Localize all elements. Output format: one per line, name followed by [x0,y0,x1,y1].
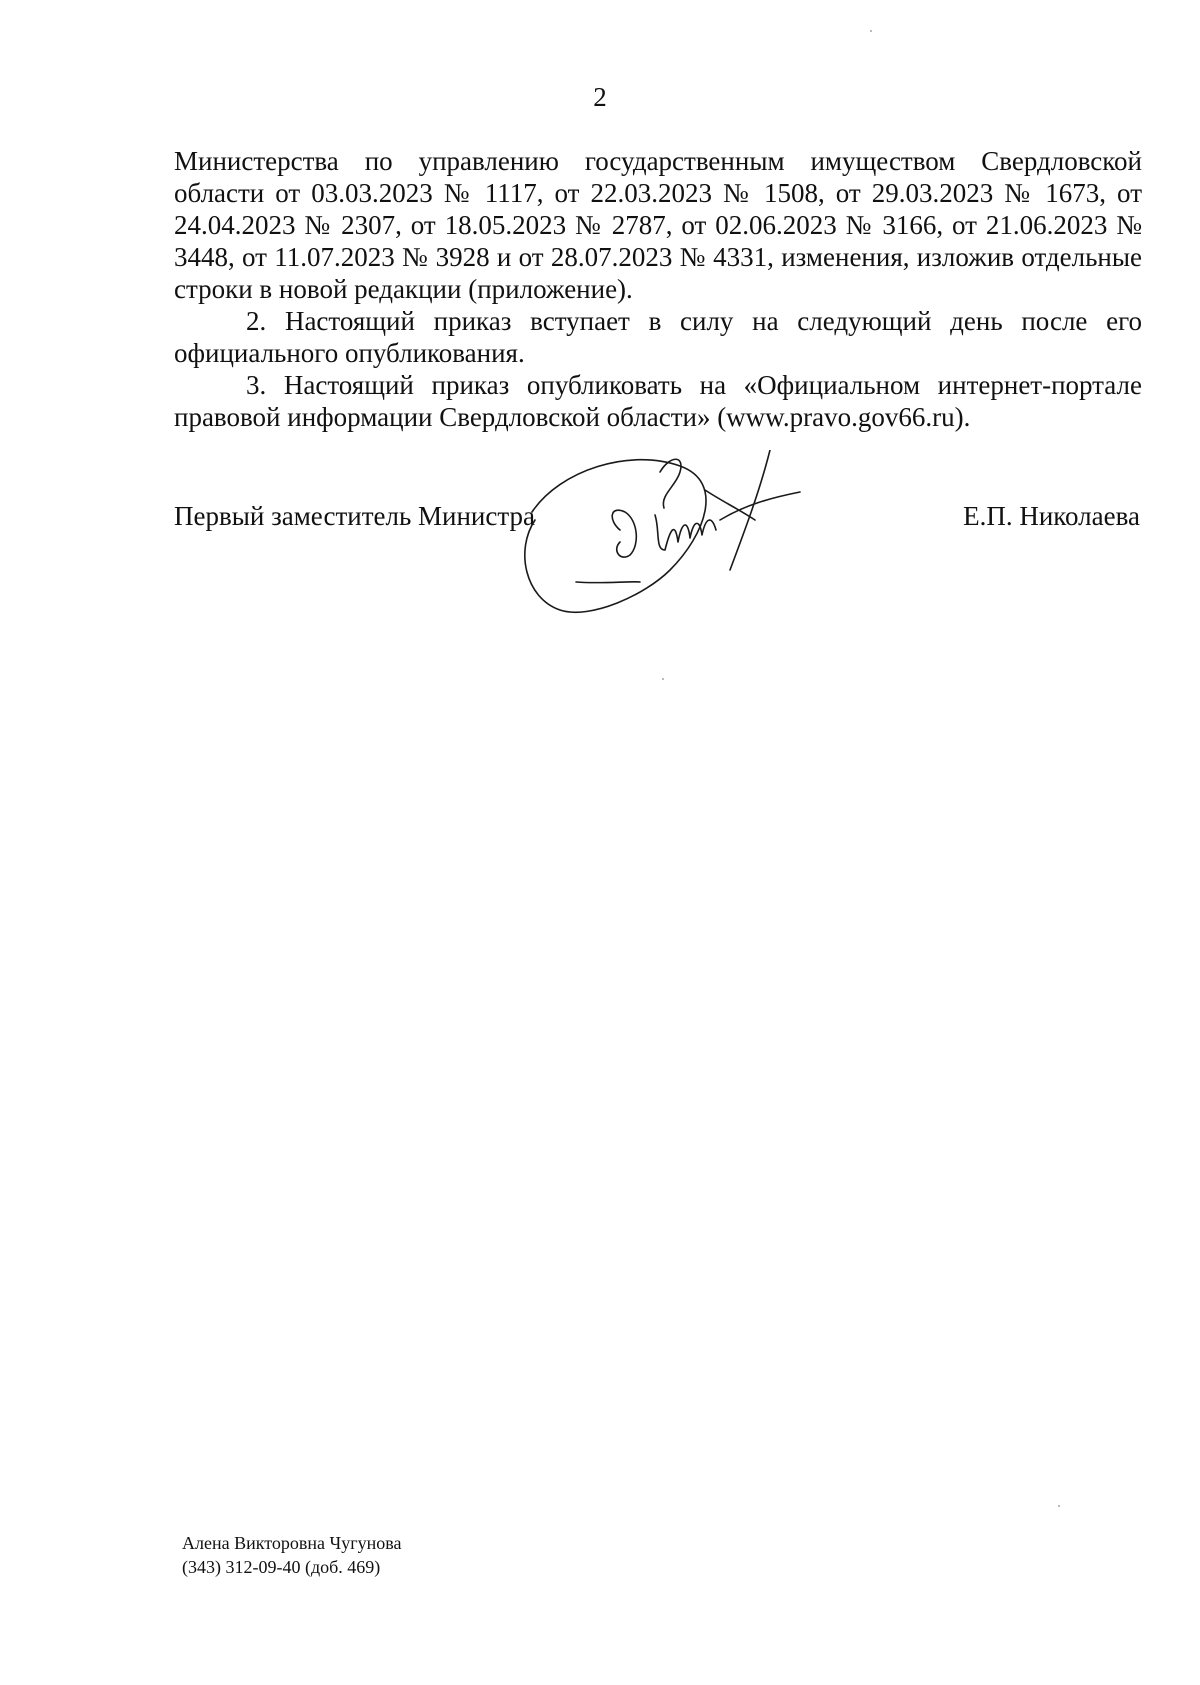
paragraph-item-2: 2. Настоящий приказ вступает в силу на следующий день после его официального опубликования. [174,306,1142,368]
signatory-name: Е.П. Николаева [963,501,1140,531]
signature-underline-stroke [576,582,640,583]
paragraph-continuation: Министерства по управлению государственным имуществом Свердловской области от 03.03.2023 № 1117, от 22.03.2023 № 1508, от 29.03.2023 № 1673, от 24.04.2023 № 2307, от 18.05.2023 № 2787, от 02.06.2023 № 3166, от 21.06.2023 № 3448, от 11.07.2023 № 3928 и от 28.07.2023 № 4331, изменения, изложив отдельные строки в новой редакции (приложение). [174,146,1142,304]
signature-tall-stroke [730,450,770,570]
page-number: 2 [593,82,607,112]
signature-inner-loop [612,510,636,557]
contact-name: Алена Викторовна Чугунова [182,1533,402,1553]
signature-diagonal-stroke [705,490,755,520]
signature-upper-curl [660,459,681,508]
contact-phone: (343) 312-09-40 (доб. 469) [182,1557,381,1577]
signature-letters-stroke [655,515,716,550]
scan-speck [1058,1505,1060,1507]
paragraph-item-3: 3. Настоящий приказ опубликовать на «Официальном интернет-портале правовой информации Свердловской области» (www.pravo.gov66.ru). [174,370,1142,432]
handwritten-signature [520,450,860,690]
signatory-position: Первый заместитель Министра [174,501,535,531]
scan-speck [870,30,872,32]
contact-block [182,1531,401,1579]
document-body [174,145,1142,433]
scan-speck [662,678,664,680]
